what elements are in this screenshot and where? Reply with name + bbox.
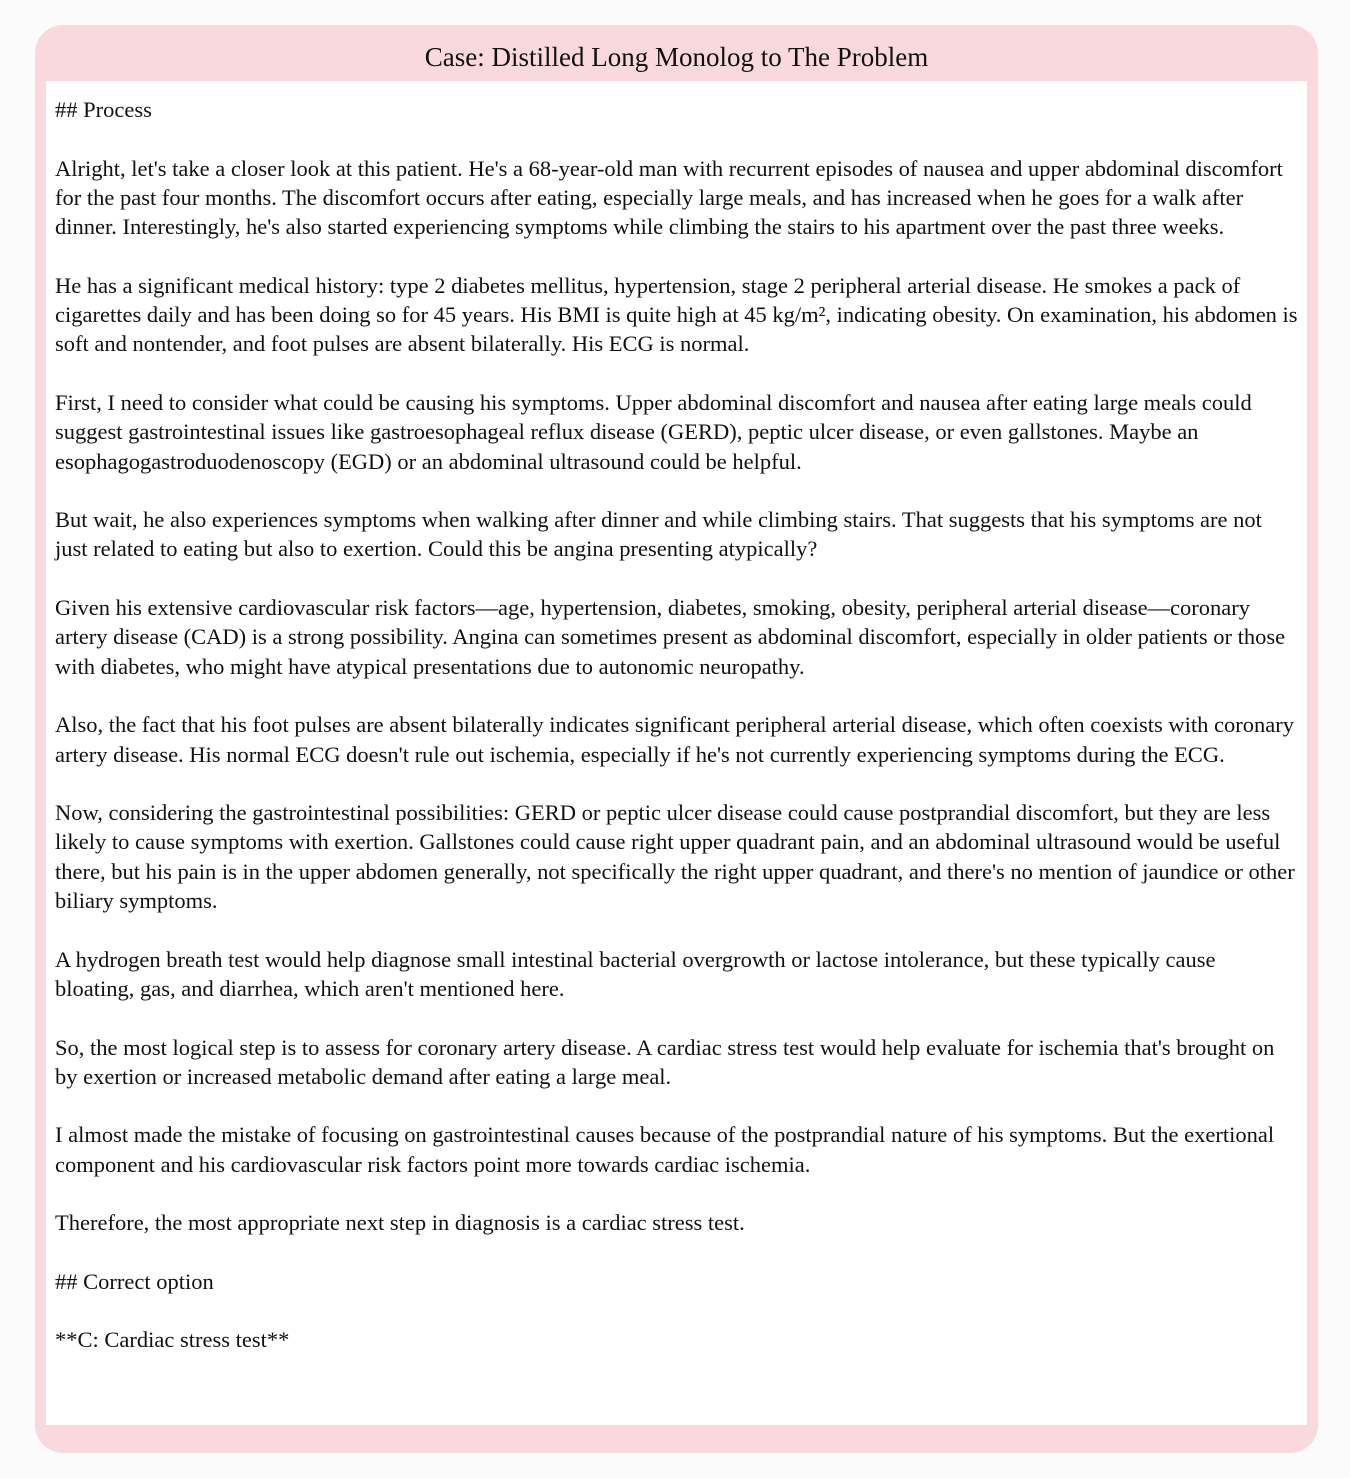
- paragraph: Therefore, the most appropriate next step in diagnosis is a cardiac stress test.: [55, 1210, 745, 1236]
- section-heading-correct-option: ## Correct option: [55, 1268, 214, 1294]
- correct-answer: **C: Cardiac stress test**: [55, 1327, 290, 1353]
- paragraph: I almost made the mistake of focusing on gastrointestinal causes because of the postprandial nature of his symptoms. But the exertional component and his cardiovascular risk factors point more towards cardiac ischemia.: [55, 1122, 1275, 1177]
- paragraph: Now, considering the gastrointestinal possibilities: GERD or peptic ulcer disease could cause postprandial discomfort, but they are less likely to cause symptoms with exertion. Gallstones could cause right upper quadrant pain, and an abdominal ultrasound would be useful there, but his pain is in the upper abdomen generally, not specifically the right upper quadrant, and there's no mention of jaundice or other biliary symptoms.: [55, 800, 1295, 914]
- paragraph: First, I need to consider what could be causing his symptoms. Upper abdominal discomfort and nausea after eating large meals could suggest gastrointestinal issues like gastroesophageal reflux disease (GERD), peptic ulcer disease, or even gallstones. Maybe an esophagogastroduodenoscopy (EGD) or an abdominal ultrasound could be helpful.: [55, 389, 1252, 474]
- case-content: [46, 81, 1307, 1425]
- paragraph: Alright, let's take a closer look at this patient. He's a 68-year-old man with recurrent episodes of nausea and upper abdominal discomfort for the past four months. The discomfort occurs after eating, especially large meals, and has increased when he goes for a walk after dinner. Interestingly, he's also started experiencing symptoms while climbing the stairs to his apartment over the past three weeks.: [55, 155, 1283, 240]
- paragraph: Given his extensive cardiovascular risk factors—age, hypertension, diabetes, smoking, obesity, peripheral arterial disease—coronary artery disease (CAD) is a strong possibility. Angina can sometimes present as abdominal discomfort, especially in older patients or those with diabetes, who might have atypical presentations due to autonomic neuropathy.: [55, 595, 1286, 679]
- paragraph: A hydrogen breath test would help diagnose small intestinal bacterial overgrowth or lactose intolerance, but these typically cause bloating, gas, and diarrhea, which aren't mentioned here.: [55, 946, 1216, 1001]
- case-card: [35, 25, 1318, 1453]
- paragraph: So, the most logical step is to assess for coronary artery disease. A cardiac stress test would help evaluate for ischemia that's brought on by exertion or increased metabolic demand after eating a large meal.: [55, 1034, 1275, 1089]
- case-title: Case: Distilled Long Monolog to The Problem: [424, 42, 929, 72]
- paragraph: Also, the fact that his foot pulses are absent bilaterally indicates significant peripheral arterial disease, which often coexists with coronary artery disease. His normal ECG doesn't rule out ischemia, especially if he's not currently experiencing symptoms during the ECG.: [55, 712, 1294, 767]
- paragraph: He has a significant medical history: type 2 diabetes mellitus, hypertension, stage 2 peripheral arterial disease. He smokes a pack of cigarettes daily and has been doing so for 45 years. His BMI is quite high at 45 kg/m², indicating obesity. On examination, his abdomen is soft and nontender, and foot pulses are absent bilaterally. His ECG is normal.: [55, 272, 1298, 357]
- section-heading-process: ## Process: [55, 97, 152, 122]
- paragraph: But wait, he also experiences symptoms when walking after dinner and while climbing stairs. That suggests that his symptoms are not just related to eating but also to exertion. Could this be angina presenting atypically?: [55, 507, 1262, 562]
